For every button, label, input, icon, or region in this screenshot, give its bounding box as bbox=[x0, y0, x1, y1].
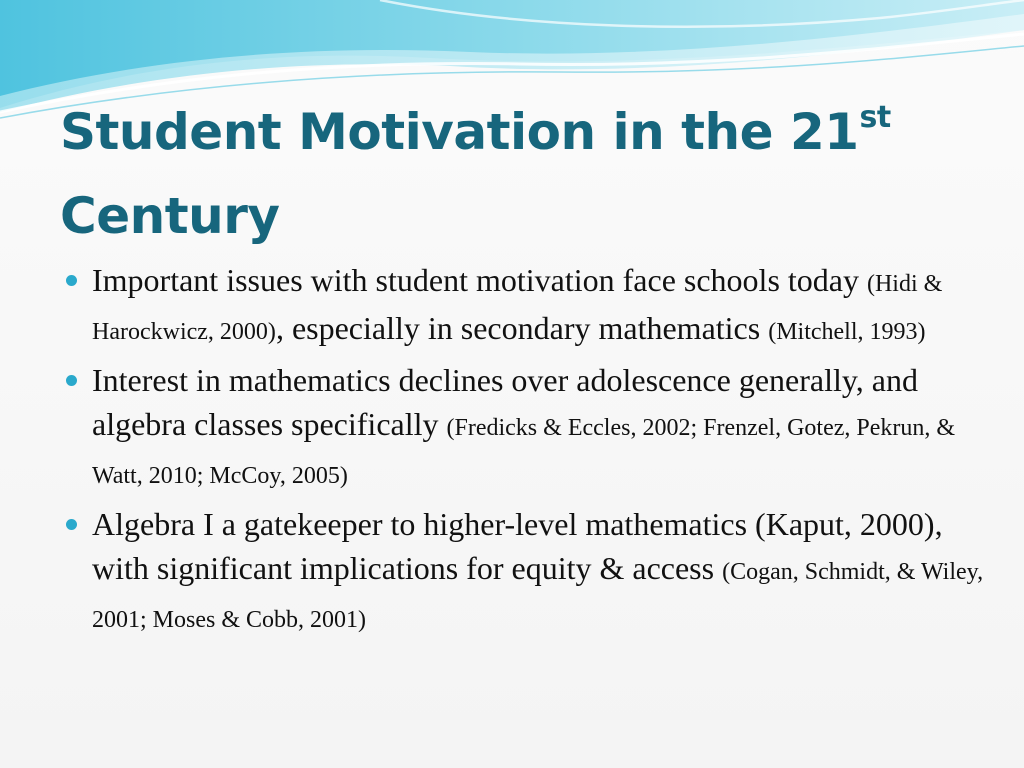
bullet-dot-icon bbox=[66, 519, 77, 530]
title-main: Student Motivation in the 21 bbox=[60, 103, 859, 161]
bullet-item bbox=[64, 502, 984, 642]
bullet-dot-icon bbox=[66, 375, 77, 386]
bullet-text: Interest in mathematics declines over adolescence generally, and algebra classes specifically bbox=[92, 362, 918, 442]
citation: (Mitchell, 1993) bbox=[768, 319, 926, 345]
citation: (Fredicks & Eccles, 2002; Frenzel, Gotez, Pekrun, & Watt, 2010; McCoy, 2005) bbox=[92, 415, 956, 489]
bullet-dot-icon bbox=[66, 275, 77, 286]
title-line2: Century bbox=[60, 187, 280, 245]
citation: (Cogan, Schmidt, & Wiley, 2001; Moses & Cobb, 2001) bbox=[92, 559, 984, 633]
bullet-item bbox=[64, 358, 984, 498]
title-superscript: st bbox=[859, 100, 891, 135]
bullet-text: , especially in secondary mathematics bbox=[275, 310, 769, 346]
bullet-item bbox=[64, 258, 984, 354]
bullet-text: Important issues with student motivation face schools today bbox=[92, 262, 867, 298]
slide-title bbox=[60, 94, 960, 254]
bullet-list bbox=[64, 258, 984, 646]
bullet-text: Algebra I a gatekeeper to higher-level mathematics (Kaput, 2000), with significant implications for equity & access bbox=[92, 506, 943, 586]
citation: (Hidi & Harockwicz, 2000) bbox=[92, 271, 943, 345]
